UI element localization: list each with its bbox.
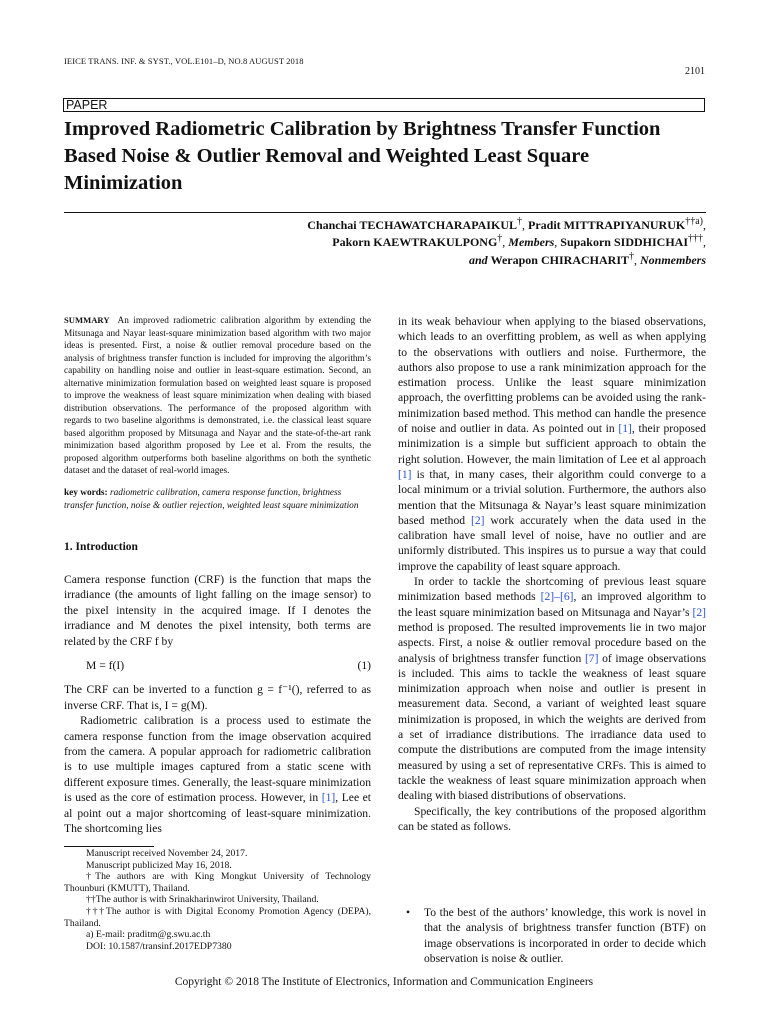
citation-link[interactable]: [1] — [321, 791, 336, 805]
right-p2-text-c: method is proposed. The resulted improvements lie in two major aspects. First, a noise & outlier removal procedure based on the analysis of brightness transfer function — [398, 620, 706, 665]
right-paragraph-1 — [398, 314, 706, 574]
intro-left-column — [64, 572, 371, 837]
footnote-affiliation-1: †The authors are with King Mongkut University of Technology Thounburi (KMUTT), Thailand. — [64, 871, 371, 894]
footnote-received: Manuscript received November 24, 2017. — [86, 848, 248, 859]
intro-right-column — [398, 314, 706, 834]
right-p2-text-a: In order to tackle the shortcoming of previous least square minimization based methods — [398, 575, 706, 604]
members-label: Members — [508, 235, 555, 250]
intro-paragraph-3 — [64, 713, 371, 836]
author-4-mark: ††† — [688, 233, 703, 245]
right-paragraph-2 — [398, 574, 706, 803]
author-3: Pakorn KAEWTRAKULPONG — [332, 235, 498, 250]
author-2-mark: ††a) — [685, 216, 703, 227]
nonmembers-label: Nonmembers — [640, 252, 706, 267]
author-5-mark: † — [629, 250, 634, 262]
equation-1-body: M = f(I) — [86, 659, 125, 673]
author-1-mark: † — [516, 216, 522, 227]
intro-p3-text-b: , Lee et al point out a major shortcoming of least-square minimization. The shortcoming lies — [64, 791, 372, 836]
right-p2-text-d: of image observations is included. This aims to tackle the weakness of least square minimization approach when noise and outlier is present in measurement data. Second, a variant of weighted least square minimization is proposed, in which the weights are derived from a set of irradiance distributions. The irradiance data used to compute the distributions are computed from the image intensity measured by using a set of representative CRFs. This is aimed to tackle the weakness of least square minimization approach when dealing with biased distributions of observations. — [398, 651, 706, 803]
author-3-mark: † — [497, 233, 503, 245]
citation-link[interactable]: [2] — [470, 513, 485, 527]
footnotes — [64, 848, 371, 952]
right-p1-text-a: in its weak behaviour when applying to the biased observations, which leads to an overfitting problem, as well as when applying to the observations with outliers and noise. Furthermore, the authors also propose to use a rank minimization approach for the estimation process. Unlike the least square minimization approach, the overfitting problems can be avoided using the rank-minimization based method. This method can handle the presence of noise and outlier in data. As pointed out in — [398, 315, 706, 436]
right-p1-text-b: , their proposed minimization is a simple but sufficient approach to obtain the right solution. However, the main limitation of Lee et al approach — [398, 422, 706, 466]
right-paragraph-3: Specifically, the key contributions of the proposed algorithm can be stated as follows. — [398, 804, 706, 833]
contribution-bullet — [406, 905, 706, 966]
author-1: Chanchai TECHAWATCHARAPAIKUL — [307, 218, 517, 232]
keywords-text: radiometric calibration, camera response function, brightness transfer function, noise & outlier rejection, weighted least square minimization — [64, 488, 359, 511]
paper-title: Improved Radiometric Calibration by Brightness Transfer Function Based Noise & Outlier Removal and Weighted Least Square Minimization — [64, 118, 661, 194]
equation-1 — [64, 658, 371, 673]
page-number: 2101 — [685, 66, 705, 77]
paper-label: PAPER — [63, 98, 705, 112]
author-2: Pradit MITTRAPIYANURUK — [527, 218, 686, 232]
intro-paragraph-1: Camera response function (CRF) is the function that maps the irradiance (the amounts of light falling on the image sensor) to the pixel intensity in the acquired image. If I denotes the irradiance and M denotes the pixel intensity, both terms are related by the CRF f by — [64, 573, 371, 648]
bullet-text: To the best of the authors’ knowledge, this work is novel in that the analysis of brightness transfer function (BTF) on image observations is incorporated in order to decide which observation is noise & outlier. — [424, 906, 706, 965]
footnote-email: a) E-mail: praditm@g.swu.ac.th — [86, 929, 211, 941]
citation-link[interactable]: [7] — [584, 651, 599, 665]
right-p1-text-c: is that, in many cases, their algorithm could converge to a local minimum or a trivial solution. Furthermore, the authors also mention that the Mitsunaga & Nayar’s least square minimization based method — [398, 467, 706, 527]
keywords-block — [64, 487, 371, 512]
equation-1-number: (1) — [357, 659, 371, 673]
summary-block — [64, 314, 371, 478]
section-heading-introduction: 1. Introduction — [64, 541, 138, 553]
keywords-label: key words: — [64, 488, 108, 498]
footnote-doi: DOI: 10.1587/transinf.2017EDP7380 — [86, 940, 232, 952]
footnote-rule — [64, 846, 154, 847]
author-5: Werapon CHIRACHARIT — [490, 252, 629, 267]
bullet-icon: • — [406, 906, 411, 919]
footnote-affiliation-3: †††The author is with Digital Economy Promotion Agency (DEPA), Thailand. — [64, 905, 371, 929]
author-list: Chanchai TECHAWATCHARAPAIKUL†, Pradit MITTRAPIYANURUK$^{\dagger\dagger a)}$, Pakorn KAEWTRAKULPONG†, Members, Supakorn SIDDHICHAI†††, and Werapon CHIRACHARIT†, Nonmembers — [307, 216, 706, 267]
summary-text: An improved radiometric calibration algorithm by extending the Mitsunaga and Nayar least-square minimization based algorithm with two major ideas is presented. First, a noise & outlier removal procedure based on the analysis of brightness transfer function is included for improving the algorithm’s capability on handling noise and outlier in least-square estimation. Second, an alternative minimization formulation based on weighted least square is proposed to improve the weakness of least square minimization when dealing with biased distribution observations. The performance of the proposed algorithm with regards to two baseline algorithms is demonstrated, i.e. the classical least square based algorithm proposed by Mitsunaga and Nayar and the state-of-the-art rank minimization based algorithm proposed by Lee et al. From the results, the proposed algorithm outperforms both baseline algorithms on both the synthetic dataset and the dataset of real-world images. — [64, 316, 371, 476]
intro-paragraph-2: The CRF can be inverted to a function g = f⁻¹(), referred to as inverse CRF. That is, I = g(M). — [64, 683, 371, 712]
citation-link[interactable]: [1] — [398, 467, 412, 481]
journal-header: IEICE TRANS. INF. & SYST., VOL.E101–D, NO.8 AUGUST 2018 — [64, 56, 304, 66]
footnote-publicized: Manuscript publicized May 16, 2018. — [86, 859, 232, 871]
right-p2-text-b: , an improved algorithm to the least square minimization based on Mitsunaga and Nayar’s — [398, 590, 707, 619]
footnote-affiliation-2: ††The author is with Srinakharinwirot University, Thailand. — [86, 894, 319, 906]
citation-link[interactable]: [2] — [692, 605, 706, 619]
and-label: and — [468, 252, 488, 267]
right-p1-text-d: work accurately when the data used in the calibration have small level of noise, have no outlier and are uniformly distributed. This inspires us to pursue a way that could improve the capability of least square approach. — [398, 513, 707, 573]
citation-link[interactable]: [2]–[6] — [540, 590, 574, 604]
title-rule — [64, 212, 706, 213]
summary-label: SUMMARY — [64, 315, 110, 325]
intro-p3-text-a: Radiometric calibration is a process used to estimate the camera response function from the image observation acquired from the camera. A popular approach for radiometric calibration is to use multiple images captured from a static scene with different exposure times. Generally, the least-square minimization is used as the core of estimation process. However, in — [64, 714, 371, 805]
author-4: Supakorn SIDDHICHAI — [560, 235, 688, 250]
copyright-line: Copyright © 2018 The Institute of Electronics, Information and Communication Engineers — [174, 976, 594, 988]
citation-link[interactable]: [1] — [618, 422, 632, 436]
